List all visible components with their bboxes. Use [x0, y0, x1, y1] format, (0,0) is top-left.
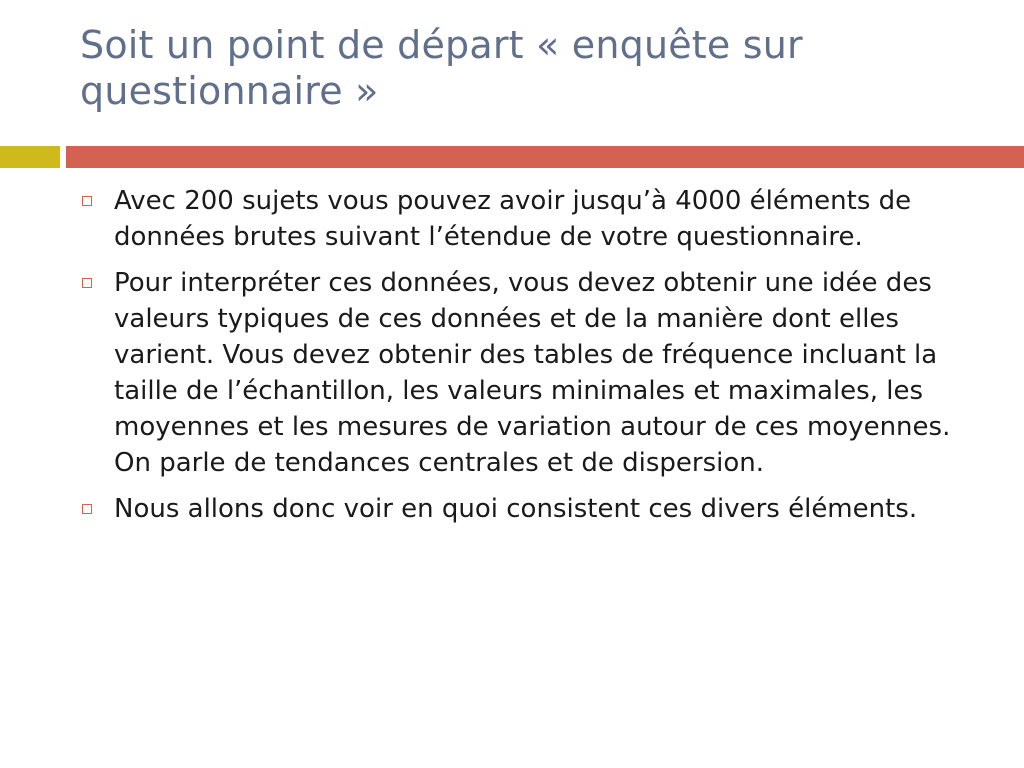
square-bullet-icon — [82, 196, 92, 206]
square-bullet-icon — [82, 278, 92, 288]
bullet-list — [80, 183, 980, 537]
list-item — [80, 491, 980, 527]
title-accent-band — [0, 146, 60, 168]
bullet-text: Pour interpréter ces données, vous devez obtenir une idée des valeurs typiques de ces données et de la manière dont elles varient. Vous devez obtenir des tables de fréquence incluant la taille de l’échantillon, les valeurs minimales et maximales, les moyennes et les mesures de variation autour de ces moyennes. On parle de tendances centrales et de dispersion. — [114, 268, 951, 478]
bullet-text: Avec 200 sujets vous pouvez avoir jusqu’à 4000 éléments de données brutes suivant l’étendue de votre questionnaire. — [114, 186, 912, 252]
list-item — [80, 265, 980, 481]
square-bullet-icon — [82, 504, 92, 514]
title-underline-band — [66, 146, 1024, 168]
list-item — [80, 183, 980, 255]
slide-title: Soit un point de départ « enquête sur questionnaire » — [80, 23, 803, 113]
bullet-text: Nous allons donc voir en quoi consistent ces divers éléments. — [114, 494, 918, 524]
